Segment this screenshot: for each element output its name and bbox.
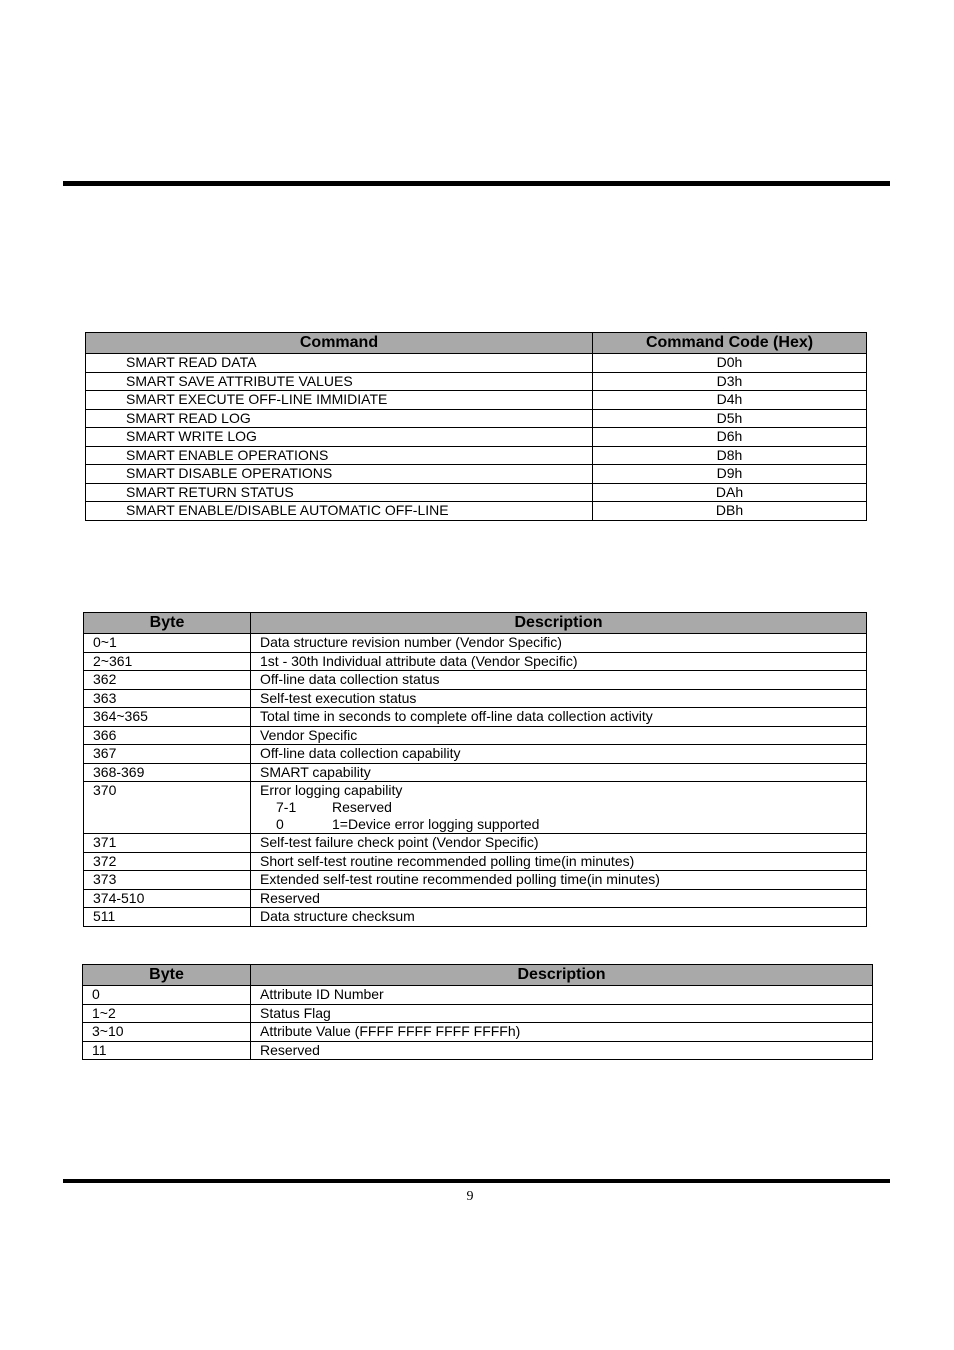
table-row (86, 354, 867, 373)
command-code: D5h (593, 409, 867, 428)
table-row (84, 782, 867, 834)
description-cell: Data structure revision number (Vendor Specific) (251, 634, 867, 653)
bit-number: 0 (276, 816, 284, 832)
description-cell: Reserved (251, 1041, 873, 1060)
command-code: D3h (593, 372, 867, 391)
byte-cell: 366 (84, 726, 251, 745)
column-header-description: Description (251, 613, 867, 634)
command-code: D0h (593, 354, 867, 373)
byte-cell: 367 (84, 745, 251, 764)
header-rule (63, 181, 890, 186)
command-name: SMART DISABLE OPERATIONS (86, 465, 593, 484)
byte-cell: 3~10 (83, 1023, 251, 1042)
table-row (84, 689, 867, 708)
byte-cell: 363 (84, 689, 251, 708)
table-row (84, 889, 867, 908)
description-cell: Self-test failure check point (Vendor Specific) (251, 834, 867, 853)
table-row (86, 446, 867, 465)
table-row (86, 372, 867, 391)
table-row (84, 745, 867, 764)
table-row (86, 502, 867, 521)
table-row (86, 428, 867, 447)
table-row (83, 1023, 873, 1042)
command-name: SMART READ DATA (86, 354, 593, 373)
byte-cell: 372 (84, 852, 251, 871)
description-cell: SMART capability (251, 763, 867, 782)
byte-cell: 0 (83, 986, 251, 1005)
command-name: SMART RETURN STATUS (86, 483, 593, 502)
description-cell: Self-test execution status (251, 689, 867, 708)
byte-cell: 371 (84, 834, 251, 853)
command-code: D9h (593, 465, 867, 484)
bit-definition (260, 816, 866, 833)
table-row (84, 726, 867, 745)
description-cell: Off-line data collection status (251, 671, 867, 690)
table-header-row (86, 333, 867, 354)
smart-command-table (85, 332, 867, 521)
bit-number: 7-1 (276, 799, 297, 815)
description-cell: Data structure checksum (251, 908, 867, 927)
description-cell: Short self-test routine recommended polling time(in minutes) (251, 852, 867, 871)
table-row (84, 763, 867, 782)
table-row (84, 652, 867, 671)
byte-cell: 368-369 (84, 763, 251, 782)
table-row (84, 871, 867, 890)
description-cell: Extended self-test routine recommended polling time(in minutes) (251, 871, 867, 890)
command-name: SMART WRITE LOG (86, 428, 593, 447)
description-cell: Reserved (251, 889, 867, 908)
command-code: D4h (593, 391, 867, 410)
column-header-byte: Byte (84, 613, 251, 634)
footer-rule (63, 1179, 890, 1183)
command-name: SMART SAVE ATTRIBUTE VALUES (86, 372, 593, 391)
bit-meaning: Reserved (332, 799, 392, 815)
command-name: SMART READ LOG (86, 409, 593, 428)
column-header-command: Command (86, 333, 593, 354)
table-row (86, 391, 867, 410)
description-text: Error logging capability (260, 782, 403, 798)
bit-definition (260, 799, 866, 816)
table-row (86, 483, 867, 502)
page-number: 9 (466, 1189, 474, 1204)
table-row (83, 986, 873, 1005)
table-row (83, 1041, 873, 1060)
byte-cell: 511 (84, 908, 251, 927)
table-row (86, 465, 867, 484)
byte-cell: 2~361 (84, 652, 251, 671)
byte-cell: 1~2 (83, 1004, 251, 1023)
description-cell: Status Flag (251, 1004, 873, 1023)
byte-cell: 364~365 (84, 708, 251, 727)
command-code: D6h (593, 428, 867, 447)
command-name: SMART EXECUTE OFF-LINE IMMIDIATE (86, 391, 593, 410)
byte-cell: 373 (84, 871, 251, 890)
column-header-byte: Byte (83, 965, 251, 986)
smart-data-structure-table (83, 612, 867, 927)
table-header-row (83, 965, 873, 986)
byte-cell: 374-510 (84, 889, 251, 908)
table-row (83, 1004, 873, 1023)
table-row (84, 708, 867, 727)
description-cell: Attribute ID Number (251, 986, 873, 1005)
description-cell (251, 782, 867, 834)
command-code: DAh (593, 483, 867, 502)
table-row (84, 908, 867, 927)
table-header-row (84, 613, 867, 634)
command-code: D8h (593, 446, 867, 465)
command-code: DBh (593, 502, 867, 521)
description-cell: Off-line data collection capability (251, 745, 867, 764)
byte-cell: 370 (84, 782, 251, 834)
description-cell: Attribute Value (FFFF FFFF FFFF FFFFh) (251, 1023, 873, 1042)
table-row (84, 834, 867, 853)
table-row (84, 634, 867, 653)
byte-cell: 0~1 (84, 634, 251, 653)
description-cell: Vendor Specific (251, 726, 867, 745)
command-name: SMART ENABLE/DISABLE AUTOMATIC OFF-LINE (86, 502, 593, 521)
column-header-command-code: Command Code (Hex) (593, 333, 867, 354)
table-row (84, 852, 867, 871)
column-header-description: Description (251, 965, 873, 986)
attribute-entry-table (82, 964, 873, 1060)
description-cell: Total time in seconds to complete off-line data collection activity (251, 708, 867, 727)
bit-meaning: 1=Device error logging supported (332, 816, 540, 832)
byte-cell: 11 (83, 1041, 251, 1060)
description-cell: 1st - 30th Individual attribute data (Vendor Specific) (251, 652, 867, 671)
table-row (84, 671, 867, 690)
byte-cell: 362 (84, 671, 251, 690)
command-name: SMART ENABLE OPERATIONS (86, 446, 593, 465)
table-row (86, 409, 867, 428)
